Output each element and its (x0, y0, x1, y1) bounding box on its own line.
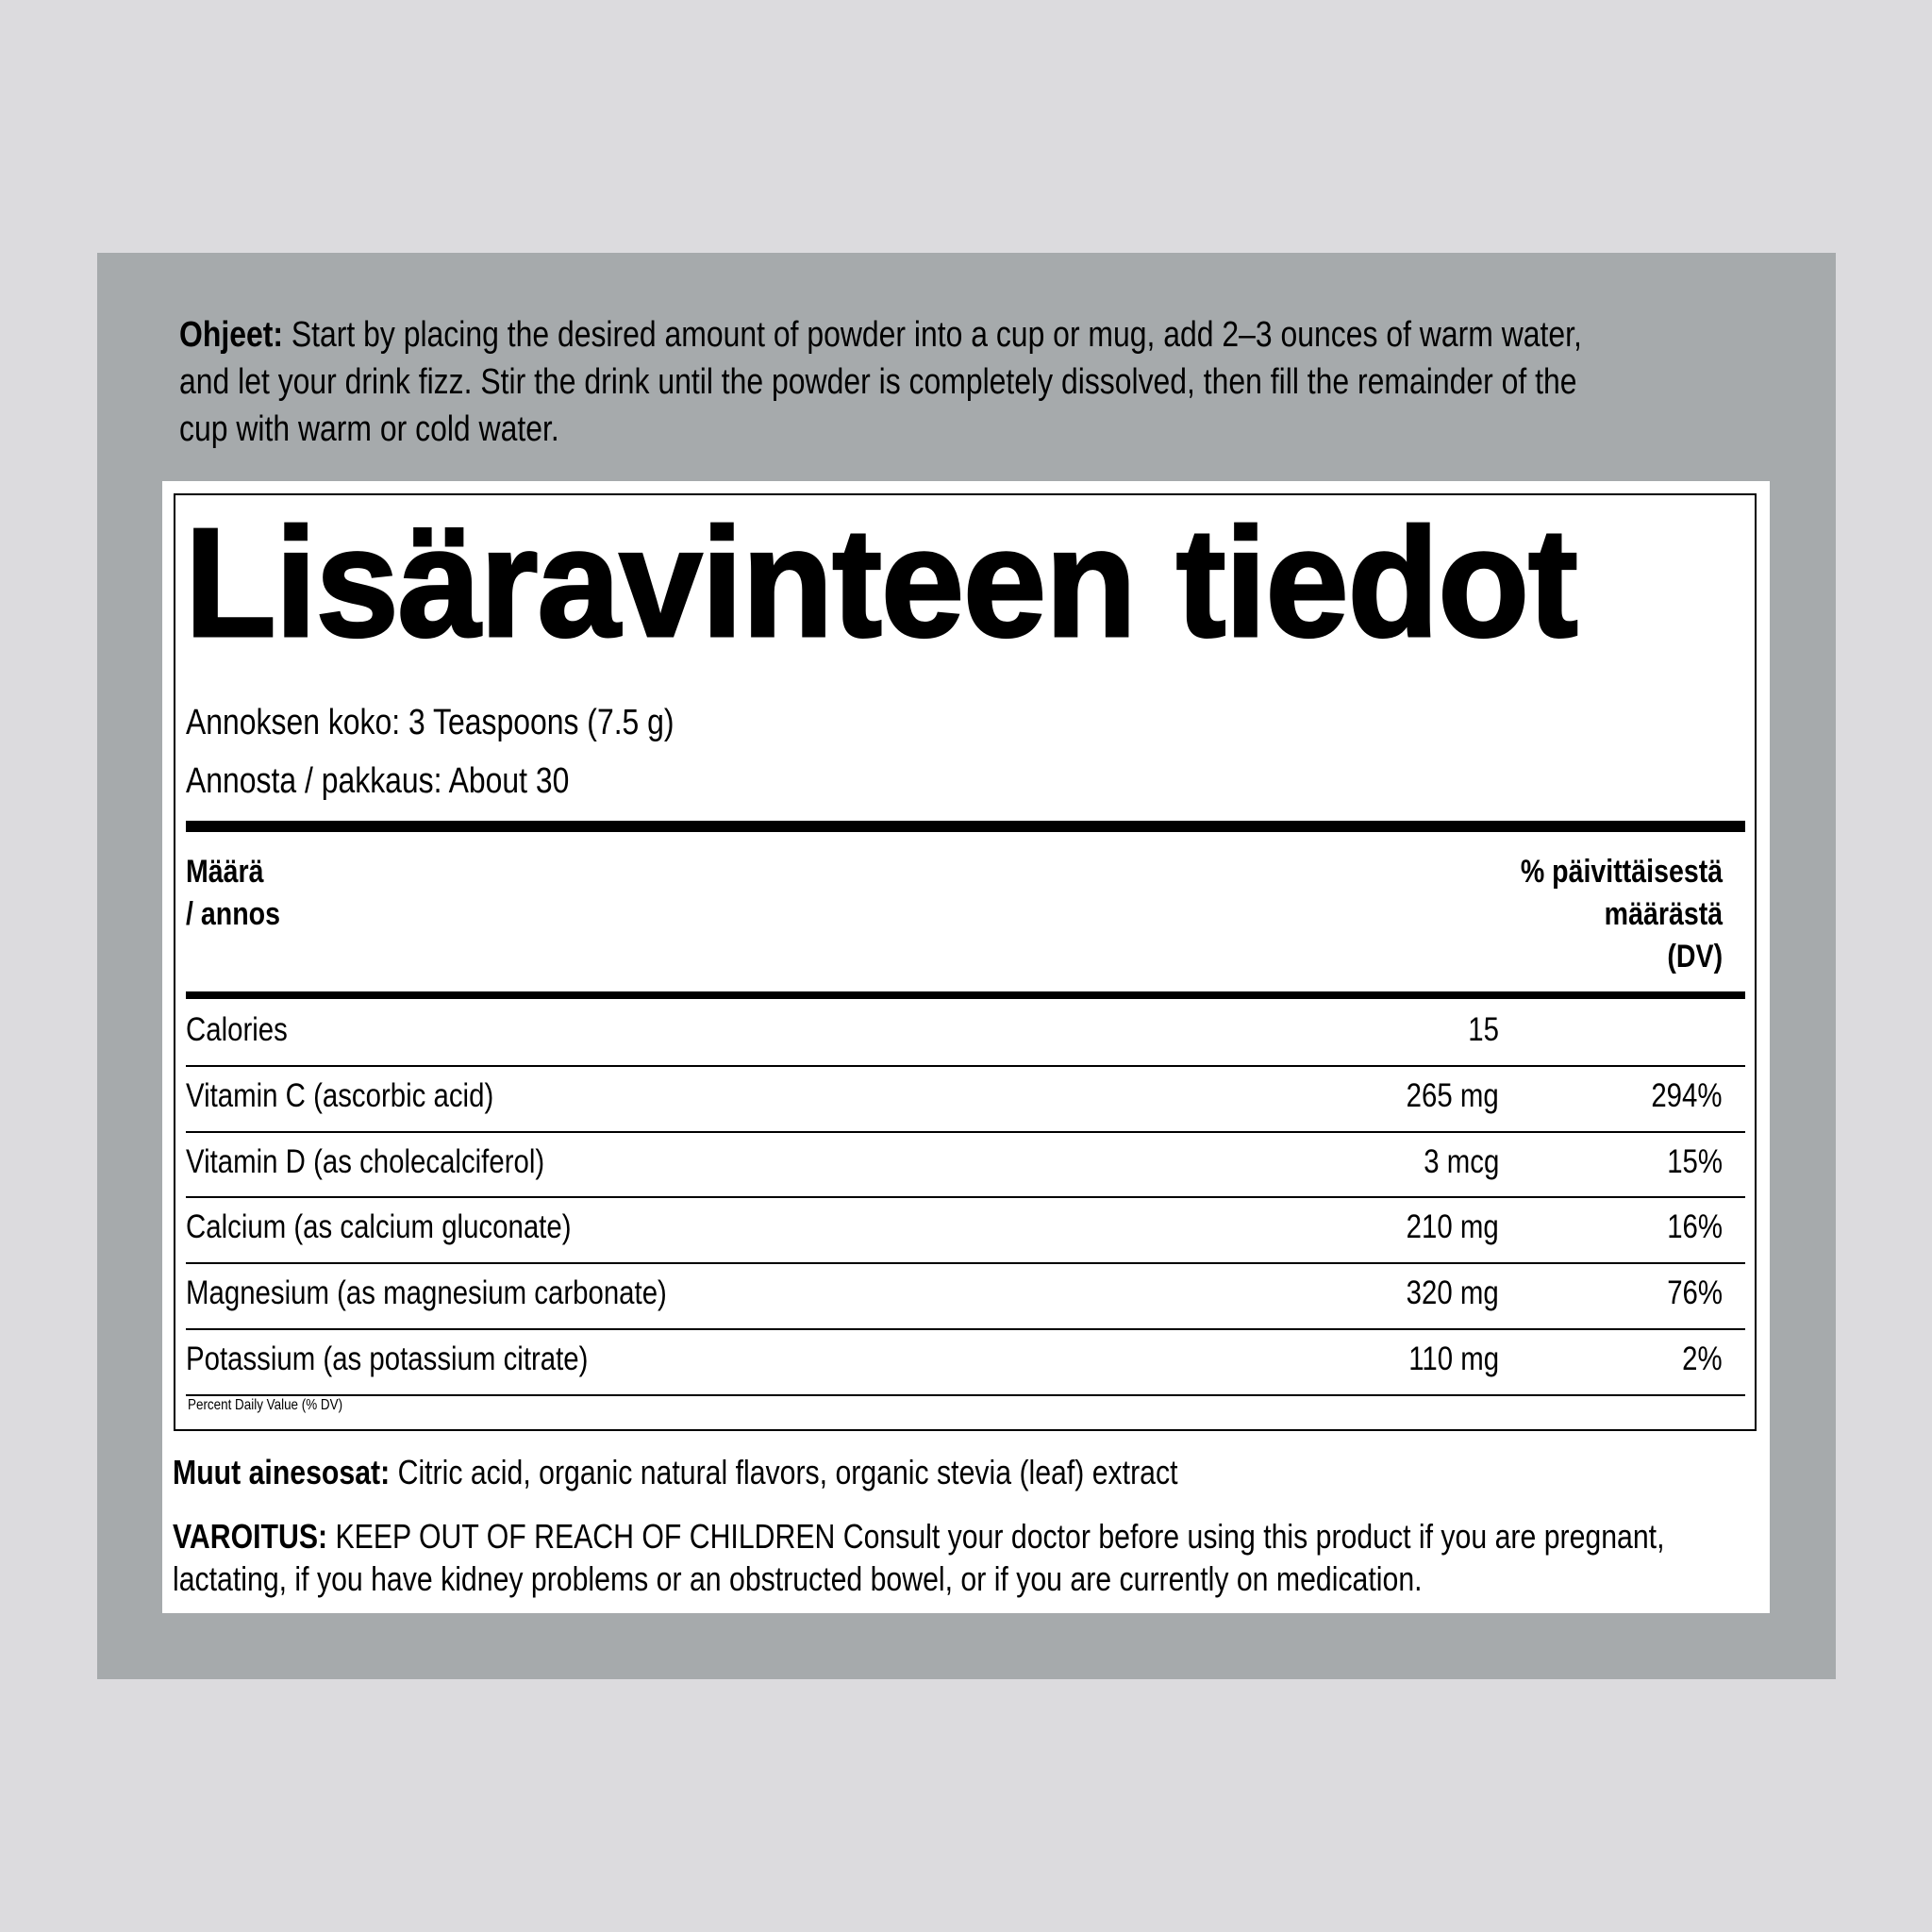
servings-per-container: Annosta / pakkaus: About 30 (186, 761, 570, 801)
row-divider (186, 1196, 1745, 1198)
row-divider (186, 1131, 1745, 1133)
nutrient-name: Calories (186, 1011, 288, 1048)
header-dv-line-2: määrästä (1604, 896, 1723, 932)
row-divider (186, 1328, 1745, 1330)
nutrient-name: Vitamin D (as cholecalciferol) (186, 1143, 545, 1180)
header-amount-line-2: / annos (186, 896, 280, 932)
directions-line-3: cup with warm or cold water. (179, 409, 559, 449)
header-amount (186, 851, 280, 936)
nutrient-name: Calcium (as calcium gluconate) (186, 1208, 572, 1245)
nutrient-amount: 3 mcg (1423, 1143, 1499, 1180)
row-divider (186, 1065, 1745, 1067)
header-daily-value (1521, 851, 1723, 978)
nutrient-dv: 294% (1651, 1077, 1723, 1114)
thick-divider-top (186, 821, 1745, 832)
nutrient-name: Magnesium (as magnesium carbonate) (186, 1274, 667, 1311)
dv-footnote: Percent Daily Value (% DV) (188, 1397, 343, 1413)
nutrient-dv: 16% (1667, 1208, 1723, 1245)
nutrient-amount: 210 mg (1406, 1208, 1499, 1245)
nutrient-amount: 110 mg (1408, 1341, 1499, 1377)
other-ingredients-text: Citric acid, organic natural flavors, organic stevia (leaf) extract (397, 1453, 1178, 1491)
header-dv-line-1: % päivittäisestä (1520, 854, 1723, 890)
thick-divider-header (186, 991, 1745, 999)
nutrient-amount: 320 mg (1406, 1274, 1499, 1311)
warning-line-2: lactating, if you have kidney problems or an obstructed bowel, or if you are currently on medication. (173, 1559, 1423, 1598)
directions-line-1: Start by placing the desired amount of powder into a cup or mug, add 2–3 ounces of warm water, (291, 315, 1582, 355)
nutrient-amount: 265 mg (1406, 1077, 1499, 1114)
directions-line-2: and let your drink fizz. Stir the drink until the powder is completely dissolved, then fill the remainder of the (179, 362, 1577, 402)
nutrient-name: Vitamin C (ascorbic acid) (186, 1077, 494, 1114)
other-ingredients (173, 1451, 1178, 1493)
nutrient-name: Potassium (as potassium citrate) (186, 1341, 589, 1377)
facts-title: Lisäravinteen tiedot (185, 496, 1577, 669)
serving-size: Annoksen koko: 3 Teaspoons (7.5 g) (186, 703, 675, 742)
row-divider (186, 1262, 1745, 1264)
nutrient-amount: 15 (1468, 1011, 1499, 1048)
warning-line-1: KEEP OUT OF REACH OF CHILDREN Consult your doctor before using this product if you are pregnant, (335, 1517, 1665, 1556)
warning-label: VAROITUS: (173, 1517, 328, 1556)
nutrient-dv: 15% (1667, 1143, 1723, 1180)
other-ingredients-label: Muut ainesosat: (173, 1453, 391, 1491)
directions-label: Ohjeet: (179, 315, 283, 355)
header-dv-line-3: (DV) (1667, 939, 1723, 974)
directions-text (179, 311, 1764, 453)
header-amount-line-1: Määrä (186, 854, 264, 890)
row-divider (186, 1394, 1745, 1396)
nutrient-dv: 76% (1667, 1274, 1723, 1311)
warning (173, 1515, 1664, 1600)
nutrient-dv: 2% (1682, 1341, 1723, 1377)
